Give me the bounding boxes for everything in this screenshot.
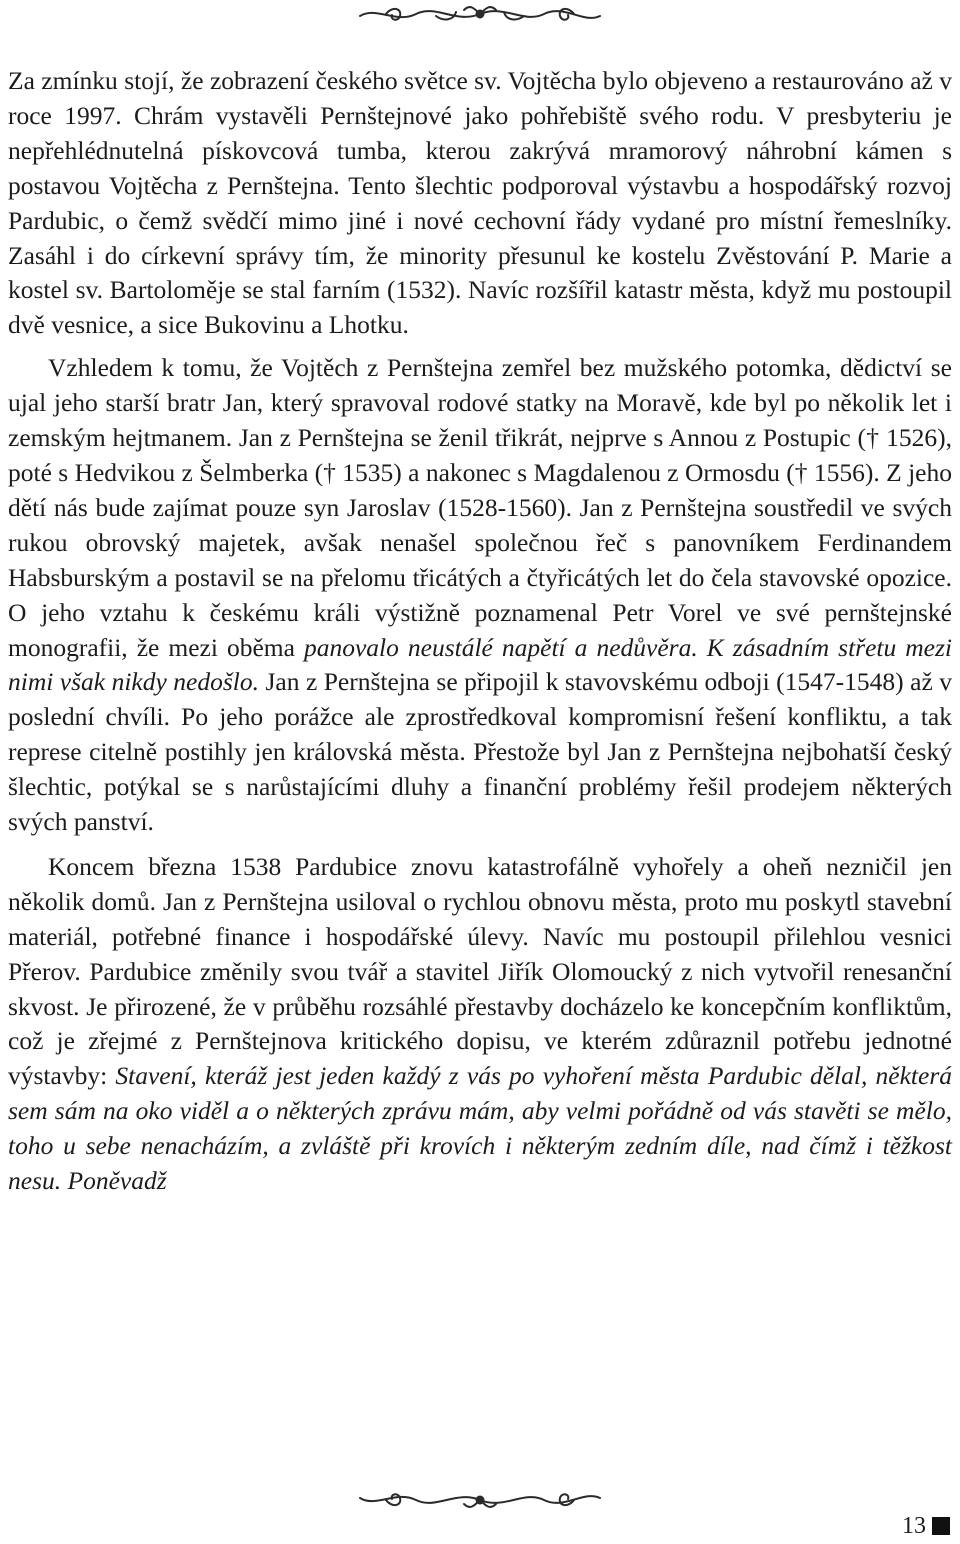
paragraph-text: Vzhledem k tomu, že Vojtěch z Pernštejna zemřel bez mužského potomka, dědictví se ujal jeho starší bratr Jan, který spravoval rodové statky na Moravě, kde byl po několik let i zemským hejtmanem. Jan z Pernštejna se ženil třikrát, nejprve s Annou z Postupic († 1526), poté s Hedvikou z Šelmberka († 1535) a nakonec s Magdalenou z Ormosdu († 1556). Z jeho dětí nás bude zajímat pouze syn Jaroslav (1528-1560). Jan z Pernštejna soustředil ve svých rukou obrovský majetek, avšak nenašel společnou řeč s panovníkem Ferdinandem Habsburským a postavil se na přelomu třicátých a čtyřicátých let do čela stavovské opozice. O jeho vztahu k českému králi výstižně poznamenal Petr Vorel ve své pernštejnské monografii, že mezi oběma <box>8 353 952 662</box>
quote-text: panovalo neustálé napětí a nedůvěra. K zásadním střetu mezi nimi však nikdy nedošlo. <box>8 632 953 697</box>
decorative-flourish-icon <box>356 1486 604 1512</box>
paragraph <box>8 64 952 343</box>
paragraph-text: Za zmínku stojí, že zobrazení českého světce sv. Vojtěcha bylo objeveno a restaurováno až v roce 1997. Chrám vystavěli Pernštejnové jako pohřebiště svého rodu. V presbyteriu je nepřehlédnutelná pískovcová tumba, kterou zakrývá mramorový náhrobní kámen s postavou Vojtěcha z Pernštejna. Tento šlechtic podporoval výstavbu a hospodářský rozvoj Pardubic, o čemž svědčí mimo jiné i nové cechovní řády vydané pro místní řemeslníky. Zasáhl i do církevní správy tím, že minority přesunul ke kostelu Zvěstování P. Marie a kostel sv. Bartoloměje se stal farním (1532). Navíc rozšířil katastr města, když mu postoupil dvě vesnice, a sice Bukovinu a Lhotku. <box>8 66 952 340</box>
article-body <box>8 64 952 1199</box>
page-marker-icon <box>932 1517 950 1535</box>
top-ornament <box>356 2 604 33</box>
paragraph <box>8 850 952 1199</box>
paragraph-text: Jan z Pernštejna se připojil k stavovskému odboji (1547-1548) až v poslední chvíli. Po jeho porážce ale zprostředkoval kompromisní řešení konfliktu, a tak represe citelně postihly jen královská města. Přestože byl Jan z Pernštejna nejbohatší český šlechtic, potýkal se s narůstajícími dluhy a finanční problémy řešil prodejem některých svých panství. <box>8 667 952 837</box>
page-footer <box>902 1514 950 1538</box>
quote-text: Stavení, kteráž jest jeden každý z vás po vyhoření města Pardubic dělal, některá sem sám na oko viděl a o některých zprávu mám, aby velmi pořádně od vás stavěti se mělo, toho u sebe nenacházím, a zvláště při krovích i některým zedním díle, nad čímž i těžkost nesu. Poněvadž <box>8 1061 952 1196</box>
paragraph <box>8 351 952 840</box>
paragraph-text: Koncem března 1538 Pardubice znovu katastrofálně vyhořely a oheň nezničil jen několik domů. Jan z Pernštejna usiloval o rychlou obnovu města, proto mu poskytl stavební materiál, potřebné finance i hospodářské úlevy. Navíc mu postoupil přilehlou vesnici Přerov. Pardubice změnily svou tvář a stavitel Jiřík Olomoucký z nich vytvořil renesanční skvost. Je přirozené, že v průběhu rozsáhlé přestavby docházelo ke koncepčním konfliktům, což je zřejmé z Pernštejnova kritického dopisu, ve kterém zdůraznil potřebu jednotné výstavby: <box>8 851 952 1091</box>
decorative-flourish-icon <box>356 2 604 28</box>
bottom-ornament <box>356 1486 604 1517</box>
page-number: 13 <box>902 1513 926 1539</box>
